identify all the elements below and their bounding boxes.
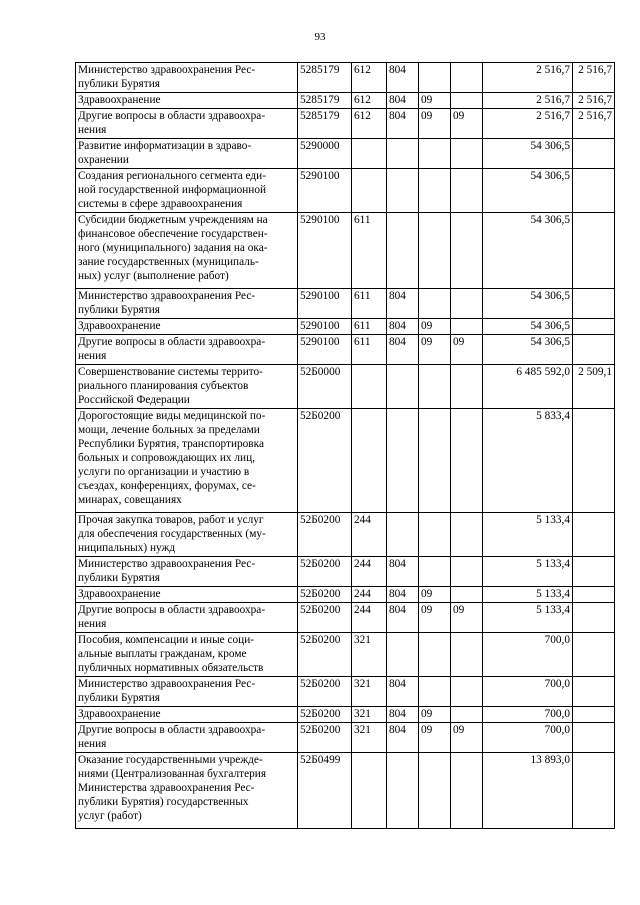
row-value1-cell: 54 306,5: [483, 169, 573, 213]
row-pr-cell: [419, 753, 451, 829]
row-value2-cell: [573, 213, 615, 289]
table-row: [76, 557, 615, 587]
row-pr2-cell: [451, 513, 483, 557]
row-rz-cell: [387, 513, 419, 557]
row-value1-cell: 6 485 592,0: [483, 365, 573, 409]
row-name-cell: Здравоохранение: [76, 707, 298, 723]
row-rz-cell: 804: [387, 63, 419, 93]
row-value2-cell: 2 509,1: [573, 365, 615, 409]
row-name-cell: Другие вопросы в области здравоохра- нения: [76, 603, 298, 633]
row-vr-cell: 612: [352, 93, 387, 109]
row-name-cell: Министерство здравоохранения Рес- публики Бурятия: [76, 63, 298, 93]
row-rz-cell: 804: [387, 319, 419, 335]
row-value2-cell: [573, 319, 615, 335]
row-value2-cell: [573, 633, 615, 677]
row-value2-cell: [573, 409, 615, 513]
table-row: [76, 723, 615, 753]
row-name-cell: Оказание государственными учрежде- ниями (Централизованная бухгалтерия Министерства здравоохранения Рес- публики Бурятия) государственных услуг (работ): [76, 753, 298, 829]
row-rz-cell: [387, 409, 419, 513]
row-value2-cell: 2 516,7: [573, 109, 615, 139]
row-vr-cell: 244: [352, 587, 387, 603]
row-csr-cell: 5290100: [298, 335, 352, 365]
row-csr-cell: 52Б0200: [298, 633, 352, 677]
row-vr-cell: 321: [352, 723, 387, 753]
row-rz-cell: 804: [387, 587, 419, 603]
row-value2-cell: [573, 587, 615, 603]
table-row: [76, 633, 615, 677]
row-pr-cell: 09: [419, 587, 451, 603]
row-csr-cell: 5285179: [298, 63, 352, 93]
row-pr2-cell: 09: [451, 723, 483, 753]
row-pr-cell: 09: [419, 335, 451, 365]
table-row: [76, 707, 615, 723]
row-csr-cell: 52Б0200: [298, 557, 352, 587]
row-value2-cell: 2 516,7: [573, 63, 615, 93]
row-rz-cell: [387, 169, 419, 213]
row-name-cell: Пособия, компенсации и иные соци- альные выплаты гражданам, кроме публичных нормативных обязательств: [76, 633, 298, 677]
row-pr-cell: [419, 677, 451, 707]
row-pr-cell: [419, 63, 451, 93]
row-vr-cell: [352, 409, 387, 513]
row-value2-cell: 2 516,7: [573, 93, 615, 109]
row-value2-cell: [573, 603, 615, 633]
table-row: [76, 513, 615, 557]
row-vr-cell: 321: [352, 707, 387, 723]
table-row: [76, 319, 615, 335]
row-csr-cell: 52Б0200: [298, 707, 352, 723]
table-row: [76, 289, 615, 319]
row-pr2-cell: [451, 409, 483, 513]
row-csr-cell: 52Б0000: [298, 365, 352, 409]
row-value1-cell: 5 133,4: [483, 557, 573, 587]
row-pr2-cell: [451, 633, 483, 677]
row-value1-cell: 54 306,5: [483, 289, 573, 319]
row-pr2-cell: [451, 707, 483, 723]
row-vr-cell: 612: [352, 63, 387, 93]
row-pr2-cell: [451, 289, 483, 319]
row-vr-cell: 244: [352, 557, 387, 587]
row-csr-cell: 52Б0200: [298, 587, 352, 603]
row-value2-cell: [573, 513, 615, 557]
row-name-cell: Совершенствование системы террито- риального планирования субъектов Российской Федерации: [76, 365, 298, 409]
row-value1-cell: 54 306,5: [483, 335, 573, 365]
row-rz-cell: 804: [387, 557, 419, 587]
row-name-cell: Субсидии бюджетным учреждениям на финансовое обеспечение государствен- ного (муниципального) задания на ока- зание государственных (муниципаль- ных) услуг (выполнение работ): [76, 213, 298, 289]
row-name-cell: Другие вопросы в области здравоохра- нения: [76, 723, 298, 753]
row-pr2-cell: 09: [451, 109, 483, 139]
row-vr-cell: [352, 169, 387, 213]
row-value1-cell: 700,0: [483, 677, 573, 707]
row-name-cell: Здравоохранение: [76, 587, 298, 603]
row-value1-cell: 13 893,0: [483, 753, 573, 829]
row-pr2-cell: [451, 365, 483, 409]
row-pr-cell: 09: [419, 109, 451, 139]
row-csr-cell: 52Б0499: [298, 753, 352, 829]
row-rz-cell: 804: [387, 109, 419, 139]
row-csr-cell: 52Б0200: [298, 603, 352, 633]
row-pr-cell: [419, 213, 451, 289]
row-value1-cell: 5 133,4: [483, 513, 573, 557]
row-name-cell: Развитие информатизации в здраво- охранении: [76, 139, 298, 169]
row-vr-cell: 244: [352, 603, 387, 633]
row-csr-cell: 5290000: [298, 139, 352, 169]
row-vr-cell: 611: [352, 335, 387, 365]
row-rz-cell: 804: [387, 289, 419, 319]
row-value1-cell: 54 306,5: [483, 213, 573, 289]
row-name-cell: Создания регионального сегмента еди- ной государственной информационной системы в сфере здравоохранения: [76, 169, 298, 213]
row-rz-cell: 804: [387, 723, 419, 753]
row-value1-cell: 5 133,4: [483, 587, 573, 603]
row-rz-cell: 804: [387, 603, 419, 633]
row-pr-cell: [419, 169, 451, 213]
row-pr-cell: [419, 289, 451, 319]
page-number: 93: [314, 31, 326, 43]
table-row: [76, 63, 615, 93]
row-pr2-cell: [451, 677, 483, 707]
row-csr-cell: 5285179: [298, 93, 352, 109]
row-vr-cell: 244: [352, 513, 387, 557]
row-vr-cell: 611: [352, 213, 387, 289]
table-row: [76, 139, 615, 169]
row-vr-cell: [352, 753, 387, 829]
row-csr-cell: 5290100: [298, 289, 352, 319]
row-value2-cell: [573, 335, 615, 365]
row-value1-cell: 700,0: [483, 723, 573, 753]
table-row: [76, 335, 615, 365]
row-pr-cell: 09: [419, 707, 451, 723]
row-pr2-cell: [451, 139, 483, 169]
row-rz-cell: [387, 139, 419, 169]
row-value1-cell: 2 516,7: [483, 63, 573, 93]
table-row: [76, 677, 615, 707]
row-vr-cell: 321: [352, 633, 387, 677]
table-row: [76, 603, 615, 633]
row-rz-cell: 804: [387, 93, 419, 109]
row-name-cell: Здравоохранение: [76, 93, 298, 109]
row-pr-cell: [419, 557, 451, 587]
row-csr-cell: 5285179: [298, 109, 352, 139]
row-vr-cell: 611: [352, 289, 387, 319]
row-name-cell: Другие вопросы в области здравоохра- нения: [76, 335, 298, 365]
table-row: [76, 213, 615, 289]
row-pr-cell: [419, 633, 451, 677]
row-value1-cell: 5 833,4: [483, 409, 573, 513]
row-value2-cell: [573, 753, 615, 829]
row-value2-cell: [573, 169, 615, 213]
row-name-cell: Министерство здравоохранения Рес- публики Бурятия: [76, 289, 298, 319]
row-pr2-cell: [451, 753, 483, 829]
row-name-cell: Здравоохранение: [76, 319, 298, 335]
row-vr-cell: 612: [352, 109, 387, 139]
row-value1-cell: 700,0: [483, 633, 573, 677]
row-pr2-cell: [451, 93, 483, 109]
row-pr2-cell: [451, 557, 483, 587]
row-vr-cell: 611: [352, 319, 387, 335]
budget-table-body: [76, 63, 615, 829]
row-rz-cell: 804: [387, 335, 419, 365]
row-value1-cell: 54 306,5: [483, 139, 573, 169]
row-pr-cell: [419, 409, 451, 513]
row-pr-cell: 09: [419, 603, 451, 633]
row-rz-cell: [387, 213, 419, 289]
budget-table: [75, 62, 615, 829]
row-pr-cell: 09: [419, 93, 451, 109]
table-row: [76, 93, 615, 109]
row-rz-cell: [387, 753, 419, 829]
row-pr-cell: [419, 513, 451, 557]
row-name-cell: Прочая закупка товаров, работ и услуг для обеспечения государственных (му- ниципальных) нужд: [76, 513, 298, 557]
row-value2-cell: [573, 557, 615, 587]
table-row: [76, 587, 615, 603]
row-rz-cell: [387, 633, 419, 677]
row-pr2-cell: [451, 63, 483, 93]
row-value2-cell: [573, 139, 615, 169]
row-pr2-cell: 09: [451, 335, 483, 365]
row-csr-cell: 5290100: [298, 319, 352, 335]
row-pr-cell: [419, 139, 451, 169]
row-rz-cell: 804: [387, 677, 419, 707]
row-pr2-cell: [451, 319, 483, 335]
row-value1-cell: 700,0: [483, 707, 573, 723]
table-row: [76, 409, 615, 513]
row-value2-cell: [573, 289, 615, 319]
row-csr-cell: 52Б0200: [298, 409, 352, 513]
table-row: [76, 365, 615, 409]
row-pr-cell: 09: [419, 723, 451, 753]
row-csr-cell: 5290100: [298, 169, 352, 213]
row-value2-cell: [573, 677, 615, 707]
row-csr-cell: 52Б0200: [298, 723, 352, 753]
table-row: [76, 109, 615, 139]
row-rz-cell: [387, 365, 419, 409]
row-vr-cell: [352, 139, 387, 169]
row-pr2-cell: 09: [451, 603, 483, 633]
table-row: [76, 169, 615, 213]
row-csr-cell: 5290100: [298, 213, 352, 289]
row-name-cell: Министерство здравоохранения Рес- публики Бурятия: [76, 677, 298, 707]
row-pr2-cell: [451, 169, 483, 213]
row-pr-cell: [419, 365, 451, 409]
row-name-cell: Министерство здравоохранения Рес- публики Бурятия: [76, 557, 298, 587]
row-rz-cell: 804: [387, 707, 419, 723]
row-name-cell: Дорогостоящие виды медицинской по- мощи, лечение больных за пределами Республики Бурятия, транспортировка больных и сопровождающих их лиц, услуги по организации и участию в съездах, конференциях, форумах, се- минарах, совещаниях: [76, 409, 298, 513]
row-pr-cell: 09: [419, 319, 451, 335]
row-value2-cell: [573, 723, 615, 753]
row-value1-cell: 2 516,7: [483, 109, 573, 139]
row-vr-cell: 321: [352, 677, 387, 707]
row-csr-cell: 52Б0200: [298, 513, 352, 557]
row-value1-cell: 2 516,7: [483, 93, 573, 109]
table-row: [76, 753, 615, 829]
row-vr-cell: [352, 365, 387, 409]
row-pr2-cell: [451, 213, 483, 289]
row-name-cell: Другие вопросы в области здравоохра- нения: [76, 109, 298, 139]
row-value1-cell: 5 133,4: [483, 603, 573, 633]
row-value2-cell: [573, 707, 615, 723]
row-csr-cell: 52Б0200: [298, 677, 352, 707]
row-value1-cell: 54 306,5: [483, 319, 573, 335]
row-pr2-cell: [451, 587, 483, 603]
